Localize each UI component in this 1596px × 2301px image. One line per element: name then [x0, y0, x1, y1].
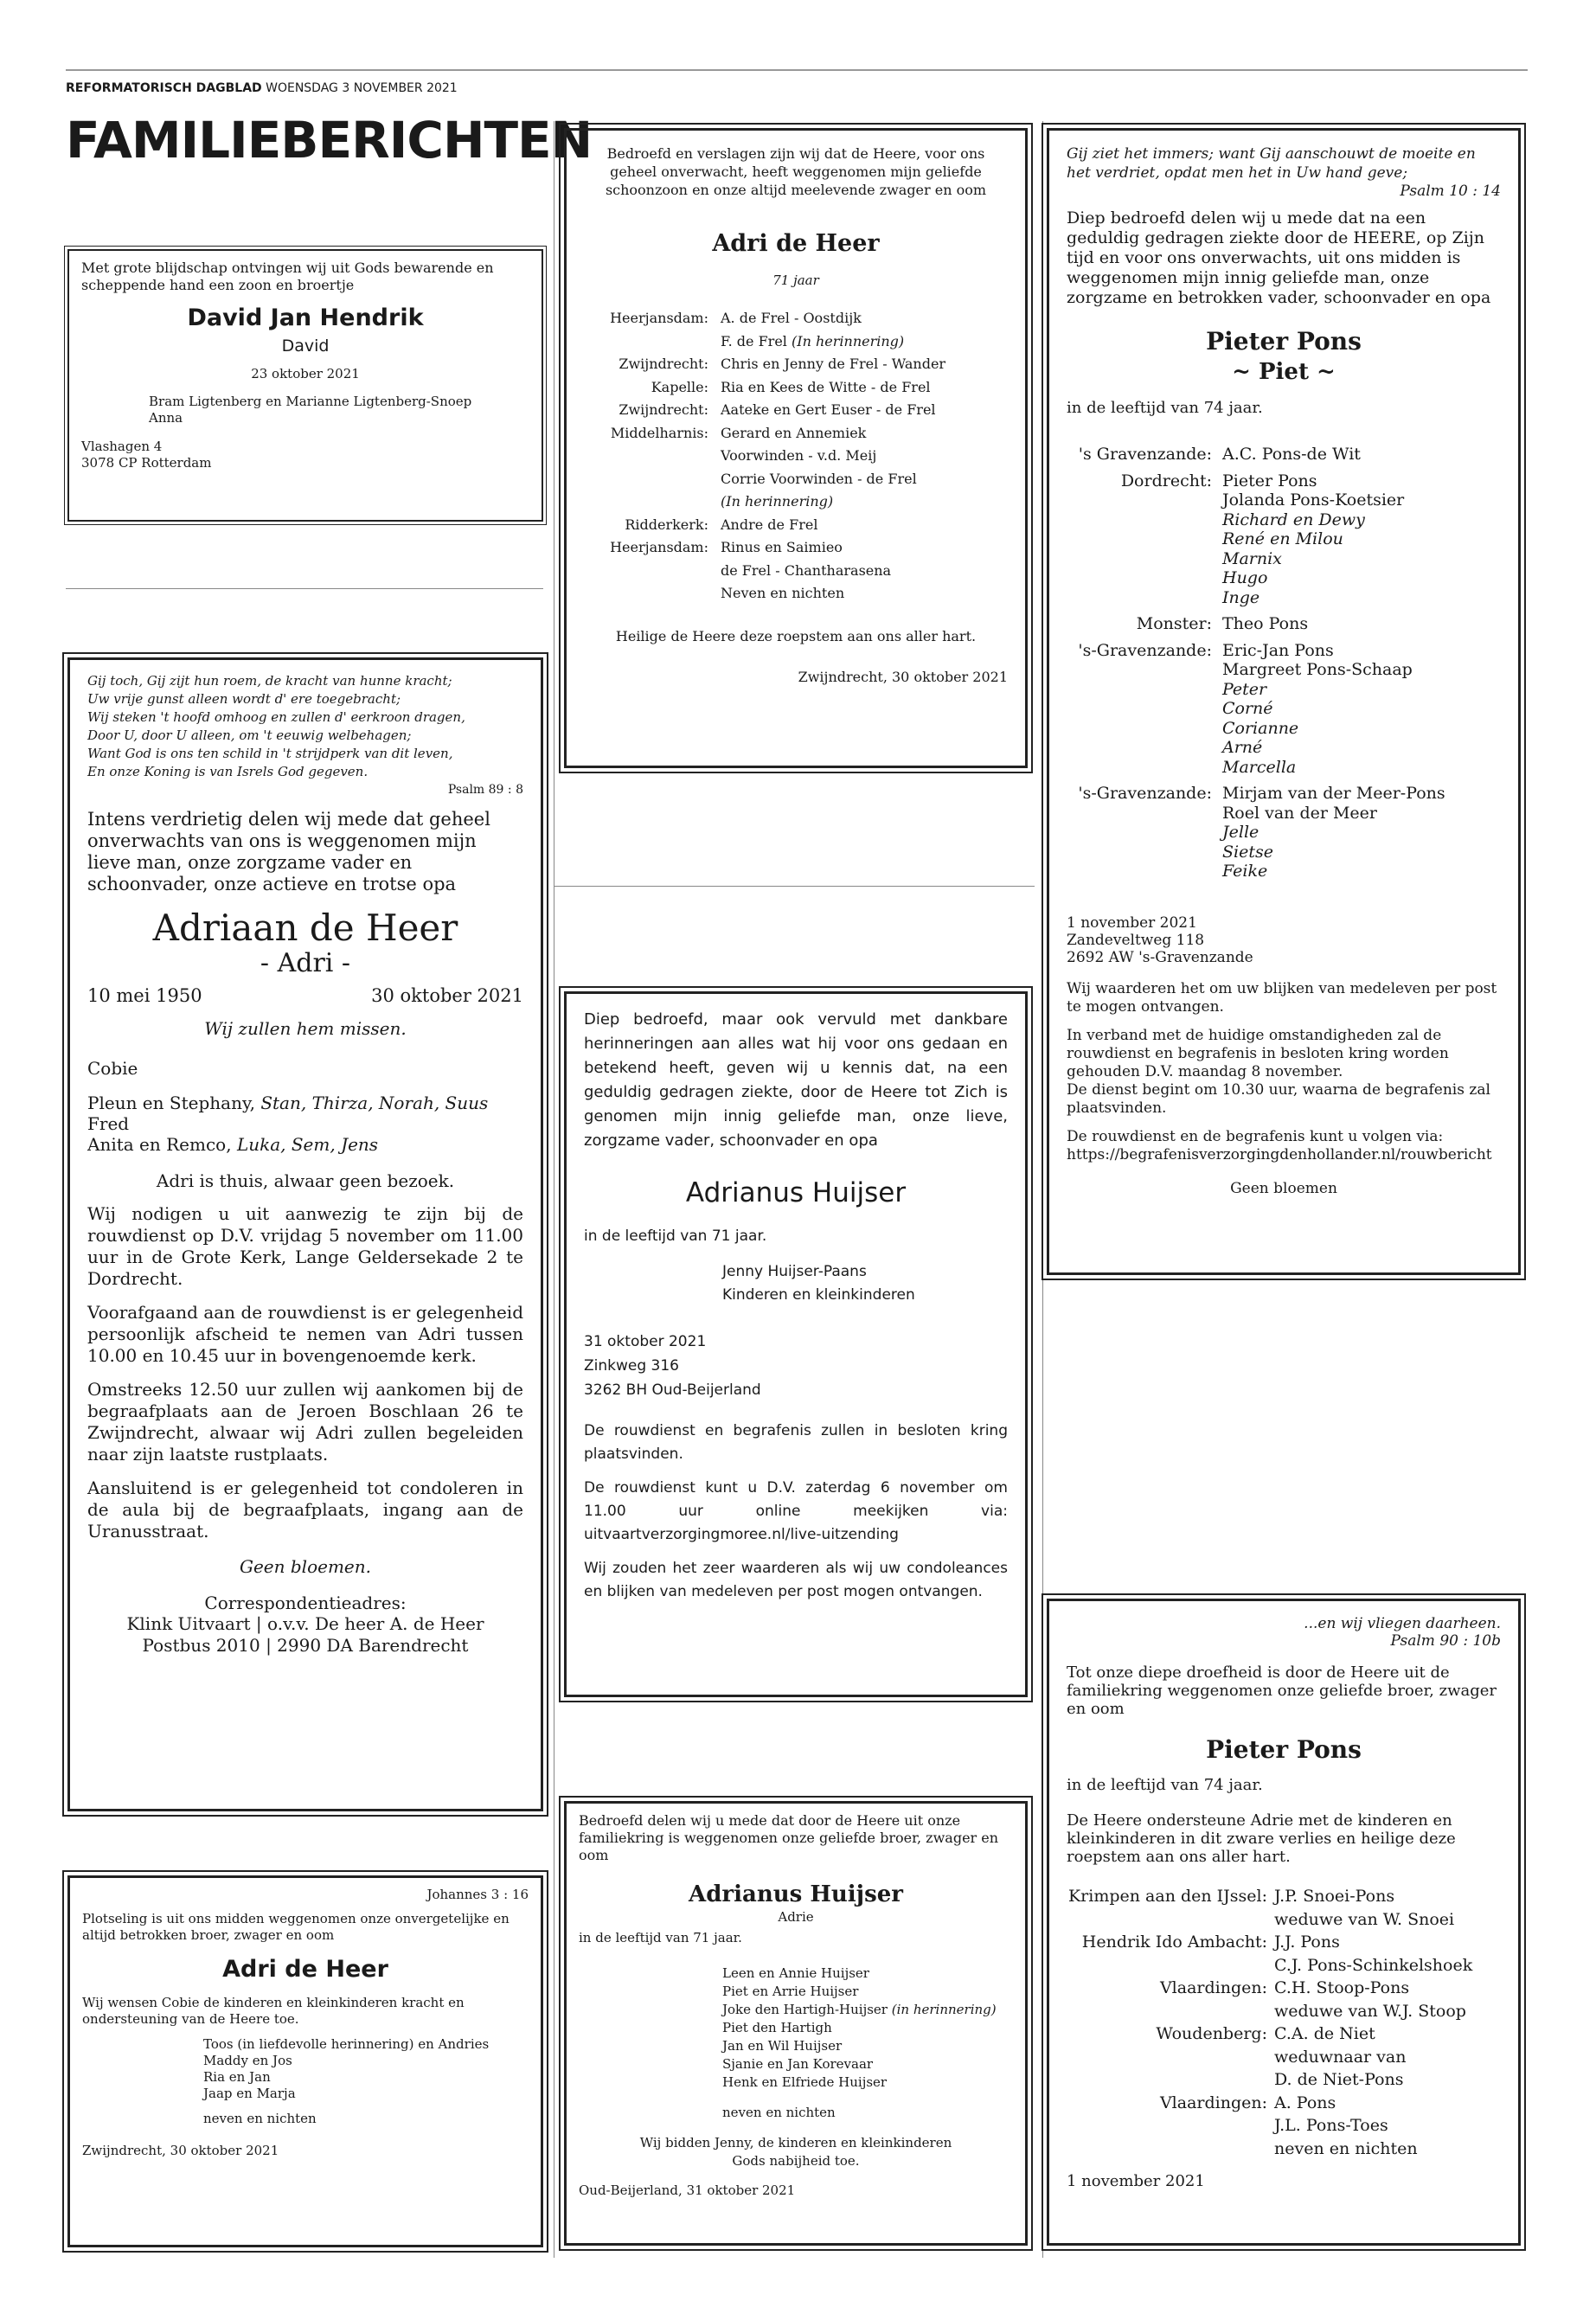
death-date: 1 november 2021 [1067, 913, 1197, 932]
place-date: Zwijndrecht, 30 oktober 2021 [798, 668, 1008, 685]
spouse: Jenny Huijser-Paans [722, 1263, 867, 1280]
relative-name: J.P. Snoei-Pons [1274, 1887, 1395, 1906]
notice-adrianus-huijser [564, 991, 1028, 1697]
relative-group [1067, 641, 1501, 778]
address-block [584, 1330, 1008, 1402]
relative-name: weduwe van W.J. Stoop [1274, 2001, 1466, 2021]
correspondence-line: Klink Uitvaart | o.v.v. De heer A. de Heer [126, 1613, 484, 1634]
relative-group [1067, 1977, 1501, 2022]
death-date: 30 oktober 2021 [371, 985, 523, 1006]
deceased-age: in de leeftijd van 71 jaar. [579, 1930, 742, 1945]
relative-names [721, 376, 1008, 400]
family-couple: Pleun en Stephany, [87, 1093, 255, 1113]
deceased-name: Adri de Heer [222, 1956, 388, 1983]
relative-group [1067, 2092, 1501, 2161]
notice-intro: Plotseling is uit ons midden weggenomen onze onvergetelijke en altijd betrokken broer, zwager en oom [82, 1911, 510, 1943]
deceased-name: Pieter Pons [1206, 327, 1362, 356]
relative-names [1274, 1931, 1501, 1977]
relative-names [1274, 1885, 1501, 1931]
relative-name-text: Gerard en Annemiek [721, 424, 867, 441]
family-line [87, 1093, 523, 1113]
deceased-callname: - Adri - [260, 948, 351, 978]
wish: Wij wensen Cobie de kinderen en kleinkinderen kracht en ondersteuning van de Heere toe. [82, 1995, 465, 2027]
birth-parents [149, 394, 529, 426]
relative-names [721, 307, 1008, 330]
relative-name: A.C. Pons-de Wit [1222, 445, 1361, 464]
relative-name: weduwnaar van [1274, 2047, 1407, 2067]
notice-intro: Intens verdrietig delen wij mede dat geheel onverwachts van ons is weggenomen mijn lieve man, onze zorgzame vader en schoonvader, onze actieve en trotse opa [87, 809, 490, 894]
grandchild-name: Corianne [1222, 718, 1299, 738]
condolence-paragraph: Wij zouden het zeer waarderen als wij uw condoleances en blijken van medeleven per post mogen ontvangen. [584, 1560, 1008, 1600]
section-rule [66, 588, 543, 589]
memory-note: (In herinnering) [721, 493, 834, 510]
relative-name-text: de Frel - Chantharasena [721, 561, 892, 579]
name-line: Piet en Arrie Huijser [722, 1984, 859, 1999]
family-line [87, 1134, 523, 1155]
relative-name-text: Corrie Voorwinden - de Frel [721, 470, 917, 487]
birth-date: 23 oktober 2021 [251, 366, 360, 381]
relative-name: J.J. Pons [1274, 1932, 1340, 1952]
relative-place: Kapelle: [651, 378, 708, 395]
verse-line: Gij toch, Gij zijt hun roem, de kracht van hunne kracht; [87, 673, 452, 689]
family-couple: Anita en Remco, [87, 1134, 232, 1155]
relative-names [721, 330, 1008, 354]
birth-announcement [67, 249, 543, 522]
relative-names [721, 582, 1008, 606]
correspondence-label: Correspondentieadres: [204, 1593, 407, 1613]
grandchild-name: Inge [1222, 587, 1260, 607]
birth-intro: Met grote blijdschap ontvingen wij uit Gods bewarende en scheppende hand een zoon en broertje [81, 260, 494, 293]
parents-line: Bram Ligtenberg en Marianne Ligtenberg-Snoep [149, 394, 472, 409]
deceased-callname: Adrie [778, 1909, 814, 1925]
notice-date: 1 november 2021 [1067, 2172, 1205, 2190]
notice-intro: Tot onze diepe droefheid is door de Heere uit de familiekring weggenomen onze geliefde broer, zwager en oom [1067, 1663, 1497, 1718]
relative-name: neven en nichten [1274, 2138, 1418, 2158]
farewell-paragraph: Voorafgaand aan de rouwdienst is er gelegenheid persoonlijk afscheid te nemen van Adri tussen 10.00 en 10.45 uur in bovengenoemde kerk. [87, 1302, 523, 1366]
notice-pieter-pons-family [1047, 1599, 1521, 2246]
deceased-age: in de leeftijd van 74 jaar. [1067, 1776, 1263, 1794]
deceased-age: 71 jaar [772, 272, 819, 288]
closing-line: Heilige de Heere deze roepstem aan ons aller hart. [615, 627, 977, 644]
relative-place [584, 560, 708, 583]
relative-name: Roel van der Meer [1222, 803, 1377, 823]
deceased-callname: ~ Piet ~ [1232, 359, 1336, 385]
name-line: Leen en Annie Huijser [722, 1965, 869, 1981]
birth-callname: David [281, 336, 330, 356]
relative-names [721, 490, 1008, 514]
life-dates [87, 985, 523, 1006]
verse-reference: Psalm 90 : 10b [1390, 1632, 1501, 1650]
column-rule [1042, 121, 1043, 2258]
grandchildren: Luka, Sem, Jens [236, 1134, 379, 1155]
verse-reference: Psalm 10 : 14 [1400, 183, 1501, 200]
verse-line: Door U, door U alleen, om 't eeuwig welbehagen; [87, 727, 412, 743]
relative-name: J.L. Pons-Toes [1274, 2116, 1388, 2135]
relative-place: Zwijndrecht: [619, 401, 708, 418]
psalm-verse: Gij ziet het immers; want Gij aanschouwt de moeite en het verdriet, opdat men het in Uw hand geve; [1067, 145, 1476, 182]
birth-address [81, 439, 529, 471]
motto: Wij zullen hem missen. [204, 1018, 407, 1039]
relative-names [721, 468, 1008, 491]
grandchild-name: Arné [1222, 738, 1263, 757]
grandchild-name: Corné [1222, 699, 1273, 718]
relative-place: Dordrecht: [1120, 471, 1212, 490]
place-date: Zwijndrecht, 30 oktober 2021 [82, 2143, 279, 2158]
verse-line: Want God is ons ten schild in 't strijdperk van dit leven, [87, 746, 453, 761]
notice-intro: Diep bedroefd, maar ook vervuld met dankbare herinneringen aan alles wat hij voor ons gedaan en betekend heeft, geven wij u kennis dat, na een geduldig gedragen ziekte, door de Heere tot Zich is genomen mijn innig geliefde man, onze lieve, zorgzame vader, schoonvader en opa [584, 1010, 1008, 1150]
relative-place: Vlaardingen: [1159, 2093, 1267, 2112]
grandchildren: Stan, Thirza, Norah, Suus [260, 1093, 489, 1113]
relative-group [1067, 784, 1501, 881]
sibling-line: Anna [149, 410, 183, 426]
relative-names [721, 560, 1008, 583]
relative-name-text: Rinus en Saimieo [721, 539, 843, 555]
funeral-paragraph: De rouwdienst en begrafenis zullen in besloten kring plaatsvinden. [584, 1422, 1008, 1463]
address-city: 3078 CP Rotterdam [81, 455, 212, 471]
relative-place [584, 582, 708, 606]
relative-names [721, 422, 1008, 445]
verse-reference: Johannes 3 : 16 [426, 1887, 529, 1902]
relative-place [584, 445, 708, 468]
relative-place [584, 468, 708, 491]
relative-names [1222, 614, 1501, 634]
address-street: Zandeveltweg 118 [1067, 931, 1205, 949]
memory-note: (In herinnering) [792, 332, 905, 349]
relative-place: 's-Gravenzande: [1078, 784, 1212, 803]
relative-name-text: F. de Frel [721, 332, 787, 349]
relative-place: Krimpen aan den IJssel: [1067, 1887, 1267, 1906]
at-home-note: Adri is thuis, alwaar geen bezoek. [156, 1170, 455, 1191]
name-line: Toos (in liefdevolle herinnering) en Andries [203, 2036, 490, 2052]
relatives-table [1067, 445, 1501, 881]
relative-place: Ridderkerk: [625, 516, 708, 533]
relative-place: Heerjansdam: [610, 310, 708, 326]
relative-names [1222, 784, 1501, 881]
relative-name: Mirjam van der Meer-Pons [1222, 784, 1445, 803]
relative-group [1067, 1885, 1501, 1931]
relative-name-text: Chris en Jenny de Frel - Wander [721, 356, 946, 372]
relatives-table [584, 307, 1008, 606]
relative-place: 's Gravenzande: [1078, 445, 1212, 464]
relative-group [1067, 471, 1501, 608]
relative-names [1274, 1977, 1501, 2022]
section-title: FAMILIEBERICHTEN [66, 111, 593, 170]
burial-paragraph: Omstreeks 12.50 uur zullen wij aankomen bij de begraafplaats aan de Jeroen Boschlaan 26 te Zwijndrecht, alwaar wij Adri zullen begeleiden naar zijn laatste rustplaats. [87, 1379, 523, 1465]
deceased-name: Adrianus Huijser [689, 1881, 903, 1907]
deceased-age: in de leeftijd van 71 jaar. [584, 1227, 767, 1245]
relative-place: Middelharnis: [610, 424, 708, 441]
grandchild-name: Jelle [1222, 823, 1259, 842]
relative-name-text: Andre de Frel [721, 516, 818, 533]
psalm-verse: ...en wij vliegen daarheen. [1304, 1615, 1501, 1632]
relative-names [1222, 471, 1501, 608]
relative-names [1222, 445, 1501, 465]
place-date: Oud-Beijerland, 31 oktober 2021 [579, 2182, 796, 2198]
funeral-paragraph: In verband met de huidige omstandigheden zal de rouwdienst en begrafenis in besloten kring worden gehouden D.V. maandag 8 november. [1067, 1026, 1449, 1080]
notice-adrianus-huijser-family [564, 1801, 1028, 2246]
notice-intro: Bedroefd en verslagen zijn wij dat de Heere, voor ons geheel onverwacht, heeft weggenomen mijn geliefde schoonzoon en onze altijd meelevende zwager en oom [605, 145, 987, 198]
relative-name: Theo Pons [1222, 614, 1309, 633]
relative-names [1222, 641, 1501, 778]
address-block [1067, 914, 1501, 966]
prayer: Wij bidden Jenny, de kinderen en kleinkinderen Gods nabijheid toe. [639, 2135, 952, 2169]
relative-name: Eric-Jan Pons [1222, 640, 1334, 660]
deceased-age: in de leeftijd van 74 jaar. [1067, 399, 1263, 417]
verse-line: Uw vrije gunst alleen wordt d' ere toegebracht; [87, 691, 401, 707]
relative-name: weduwe van W. Snoei [1274, 1909, 1455, 1929]
service-time-paragraph: De dienst begint om 10.30 uur, waarna de begrafenis zal plaatsvinden. [1067, 1080, 1490, 1117]
relative-name: Jolanda Pons-Koetsier [1222, 490, 1405, 510]
section-rule [554, 886, 1035, 887]
relative-place: 's-Gravenzande: [1078, 640, 1212, 660]
relative-place [584, 330, 708, 354]
notice-intro: Bedroefd delen wij u mede dat door de Heere uit onze familiekring is weggenomen onze geliefde broer, zwager en oom [579, 1812, 999, 1863]
relative-group [1067, 614, 1501, 634]
relative-names [721, 399, 1008, 422]
service-paragraph: Wij nodigen u uit aanwezig te zijn bij de rouwdienst op D.V. vrijdag 5 november om 11.00 uur in de Grote Kerk, Lange Geldersekade 2 te Dordrecht. [87, 1203, 523, 1289]
condolence-paragraph: Aansluitend is er gelegenheid tot condoleren in de aula bij de begraafplaats, ingang aan de Uranusstraat. [87, 1477, 523, 1541]
grandchild-name: Feike [1222, 862, 1268, 881]
spouse: Cobie [87, 1058, 138, 1079]
no-flowers: Geen bloemen. [239, 1556, 371, 1577]
family-list [722, 1260, 1008, 1307]
children-line: Kinderen en kleinkinderen [722, 1286, 915, 1304]
relative-place: Heerjansdam: [610, 539, 708, 555]
verse-line: En onze Koning is van Isrels God gegeven. [87, 764, 369, 779]
relative-names [1274, 2022, 1501, 2092]
masthead [66, 69, 1528, 95]
name-line: Sjanie en Jan Korevaar [722, 2056, 874, 2072]
nephews-line: neven en nichten [203, 2111, 317, 2126]
name-line: Maddy en Jos [203, 2053, 292, 2068]
names-list [722, 1965, 1013, 2122]
name-line: Jan en Wil Huijser [722, 2038, 843, 2054]
relative-name-text: Aateke en Gert Euser - de Frel [721, 401, 936, 418]
psalm-verse [87, 672, 523, 781]
relative-names [1274, 2092, 1501, 2161]
relative-names [721, 536, 1008, 560]
relatives-table [1067, 1885, 1501, 2160]
nephews-line: neven en nichten [722, 2105, 836, 2120]
relative-names [721, 353, 1008, 376]
name-line [722, 2001, 1013, 2019]
birth-date: 10 mei 1950 [87, 985, 202, 1006]
relative-group [1067, 2022, 1501, 2092]
relative-name: C.A. de Niet [1274, 2024, 1375, 2043]
relative-place: Monster: [1136, 614, 1212, 633]
deceased-name: Pieter Pons [1206, 1735, 1362, 1764]
paper-name: REFORMATORISCH DAGBLAD [66, 81, 262, 95]
notice-adriaan-de-heer [67, 657, 543, 1811]
relative-group [1067, 1931, 1501, 1977]
relative-place: Vlaardingen: [1159, 1978, 1267, 1997]
family-list [87, 1093, 523, 1155]
relative-name: C.J. Pons-Schinkelshoek [1274, 1955, 1473, 1975]
deceased-name: Adriaan de Heer [152, 907, 458, 949]
relative-name-text: Neven en nichten [721, 585, 845, 601]
notice-intro: Diep bedroefd delen wij u mede dat na een geduldig gedragen ziekte door de HEERE, op Zijn tijd en voor ons onverwachts, uit ons midden is weggenomen mijn innig geliefde man, onze zorgzame en betrokken vader, schoonvader en opa [1067, 208, 1491, 307]
name-line: Jaap en Marja [203, 2086, 296, 2101]
relative-name: A. Pons [1274, 2093, 1336, 2112]
relative-name: Pieter Pons [1222, 471, 1317, 490]
condolence-paragraph: Wij waarderen het om uw blijken van medeleven per post te mogen ontvangen. [1067, 979, 1497, 1016]
grandchild-name: Richard en Dewy [1222, 510, 1365, 529]
grandchild-name: Sietse [1222, 842, 1273, 862]
grandchild-name: René en Milou [1222, 529, 1343, 548]
relative-place [584, 490, 708, 514]
address-street: Vlashagen 4 [81, 439, 163, 454]
relative-name-text: Ria en Kees de Witte - de Frel [721, 378, 931, 395]
issue-date: WOENSDAG 3 NOVEMBER 2021 [266, 81, 458, 95]
correspondence-line: Postbus 2010 | 2990 DA Barendrecht [142, 1635, 469, 1656]
relative-name: Margreet Pons-Schaap [1222, 660, 1413, 679]
grandchild-name: Peter [1222, 679, 1267, 699]
relative-names [721, 445, 1008, 468]
relative-place: Woudenberg: [1156, 2024, 1267, 2043]
no-flowers: Geen bloemen [1230, 1179, 1337, 1197]
notice-pieter-pons [1047, 128, 1521, 1275]
livestream-paragraph: De rouwdienst en de begrafenis kunt u volgen via: https://begrafenisverzorgingdenhollander.nl/rouwbericht [1067, 1127, 1492, 1163]
verse-reference: Psalm 89 : 8 [447, 783, 523, 797]
relative-place: Hendrik Ido Ambacht: [1081, 1932, 1267, 1952]
birth-name: David Jan Hendrik [187, 304, 424, 331]
names-list [203, 2036, 529, 2127]
family-line: Fred [87, 1113, 130, 1134]
livestream-paragraph: De rouwdienst kunt u D.V. zaterdag 6 november om 11.00 uur online meekijken via: uitvaartverzorgingmoree.nl/live-uitzending [584, 1479, 1008, 1543]
name-line: Henk en Elfriede Huijser [722, 2074, 888, 2090]
verse-line: Wij steken 't hoofd omhoog en zullen d' eerkroon dragen, [87, 709, 465, 725]
deceased-name: Adrianus Huijser [685, 1177, 907, 1208]
name-line: Piet den Hartigh [722, 2020, 832, 2035]
name-text: Joke den Hartigh-Huijser [722, 2002, 888, 2017]
relative-group [1067, 445, 1501, 465]
memory-note: (in herinnering) [891, 2002, 997, 2017]
address-street: Zinkweg 316 [584, 1357, 679, 1375]
name-line: Ria en Jan [203, 2069, 271, 2085]
relative-name: C.H. Stoop-Pons [1274, 1978, 1410, 1997]
address-city: 2692 AW 's-Gravenzande [1067, 948, 1253, 966]
grandchild-name: Marcella [1222, 757, 1297, 777]
relative-name: D. de Niet-Pons [1274, 2070, 1404, 2089]
notice-adri-de-heer-de-frel [564, 128, 1028, 768]
relative-name-text: A. de Frel - Oostdijk [721, 310, 862, 326]
relative-names [721, 514, 1008, 537]
relative-place: Zwijndrecht: [619, 356, 708, 372]
grandchild-name: Marnix [1222, 548, 1282, 568]
notice-adri-de-heer-family [67, 1875, 543, 2247]
death-date: 31 oktober 2021 [584, 1333, 707, 1350]
grandchild-name: Hugo [1222, 568, 1268, 587]
support-paragraph: De Heere ondersteune Adrie met de kinderen en kleinkinderen in dit zware verlies en heilige deze roepstem aan ons aller hart. [1067, 1811, 1456, 1866]
relative-name-text: Voorwinden - v.d. Meij [721, 447, 877, 464]
deceased-name: Adri de Heer [712, 230, 880, 257]
address-city: 3262 BH Oud-Beijerland [584, 1381, 761, 1399]
